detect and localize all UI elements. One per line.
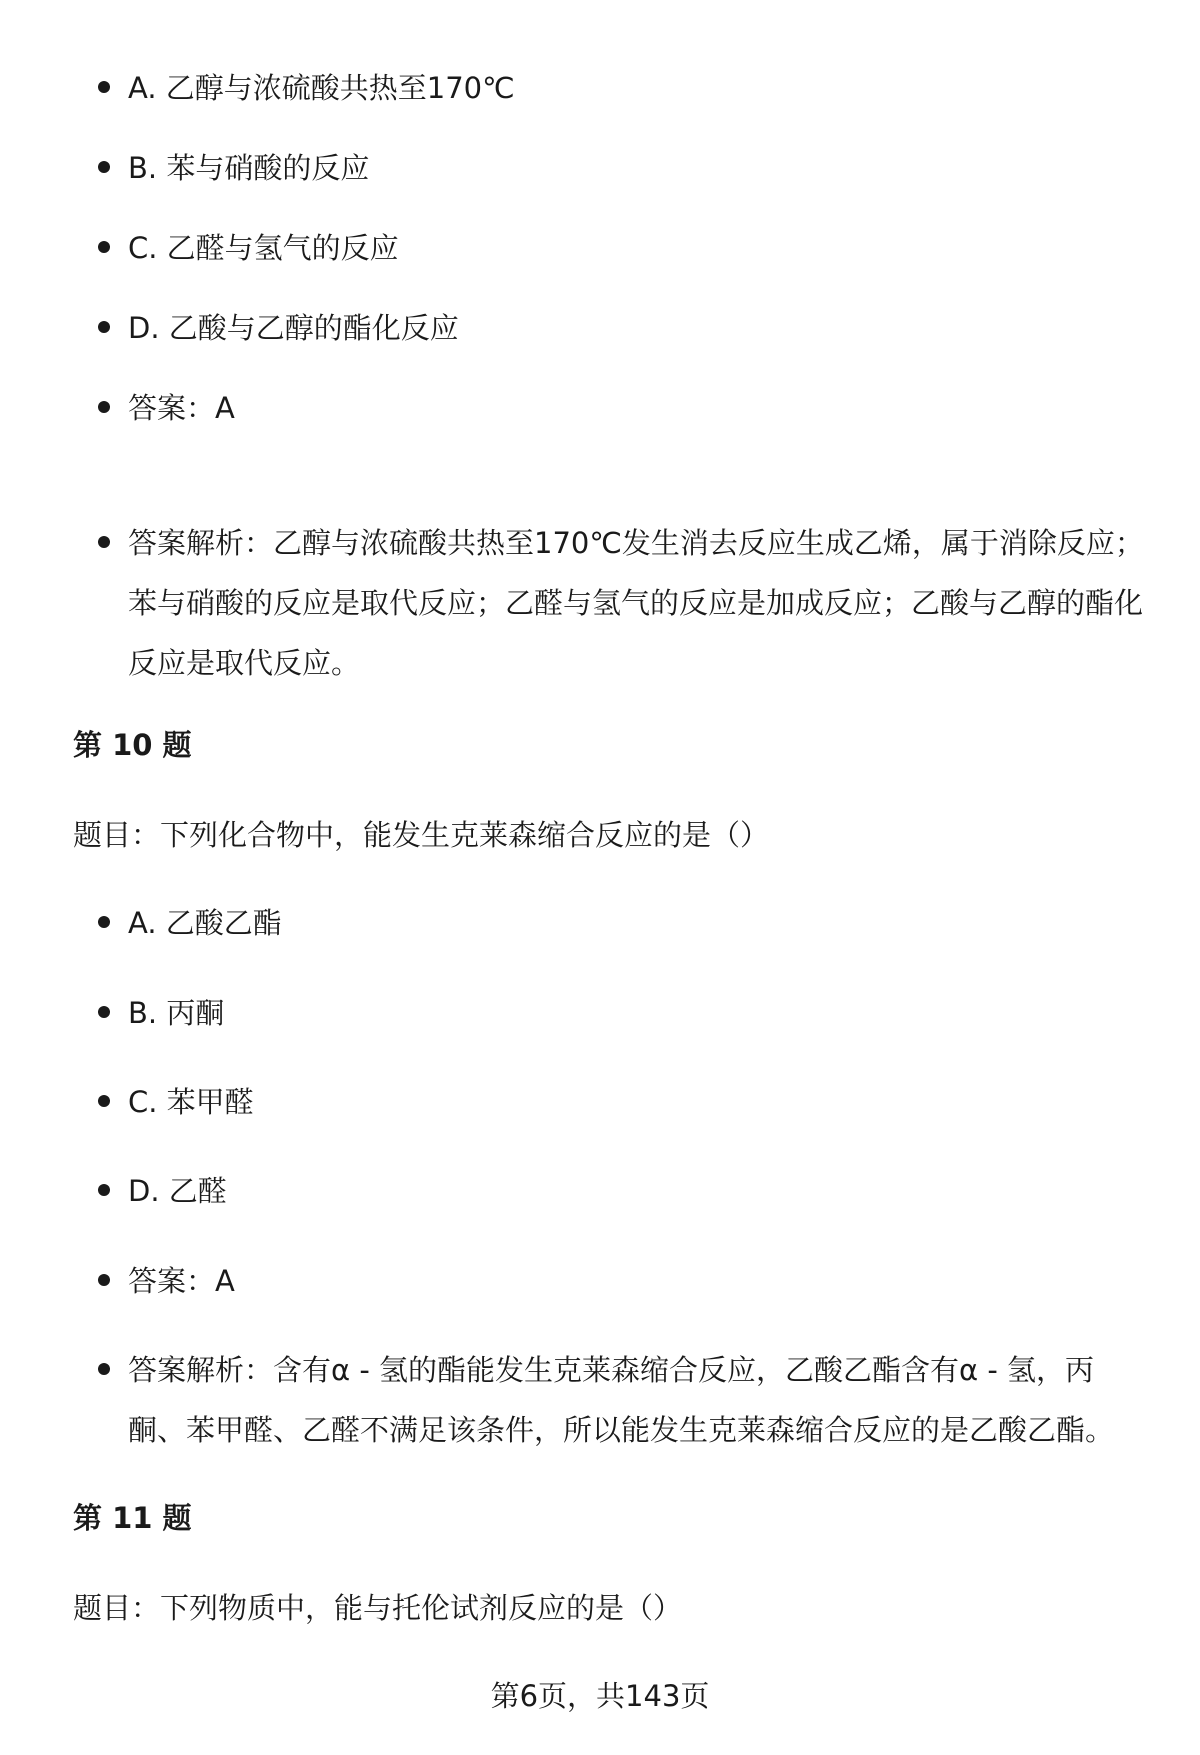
bullet-icon xyxy=(98,1363,110,1375)
q10-answer xyxy=(128,1251,1148,1311)
bullet-icon xyxy=(98,536,110,548)
q10-heading: 第 10 题 xyxy=(73,728,192,762)
q10-option-c xyxy=(128,1072,1148,1132)
explanation-text: 答案解析：含有α - 氢的酯能发生克莱森缩合反应，乙酸乙酯含有α - 氢，丙酮、苯甲醛、乙醛不满足该条件，所以能发生克莱森缩合反应的是乙酸乙酯。 xyxy=(128,1353,1115,1447)
q9-option-b xyxy=(128,138,1148,198)
bullet-icon xyxy=(98,241,110,253)
q10-explanation xyxy=(128,1340,1148,1460)
bullet-icon xyxy=(98,1006,110,1018)
explanation-text: 答案解析：乙醇与浓硫酸共热至170℃发生消去反应生成乙烯，属于消除反应；苯与硝酸的反应是取代反应；乙醛与氢气的反应是加成反应；乙酸与乙醇的酯化反应是取代反应。 xyxy=(128,526,1144,680)
option-text: D. 乙醛 xyxy=(128,1174,227,1208)
option-text: A. 乙酸乙酯 xyxy=(128,906,282,940)
q9-option-d xyxy=(128,298,1148,358)
bullet-icon xyxy=(98,161,110,173)
option-text: C. 乙醛与氢气的反应 xyxy=(128,231,399,265)
q9-answer xyxy=(128,378,1148,438)
q9-option-a xyxy=(128,58,1148,118)
option-text: B. 丙酮 xyxy=(128,996,225,1030)
q9-option-c xyxy=(128,218,1148,278)
q10-question: 题目：下列化合物中，能发生克莱森缩合反应的是（） xyxy=(73,818,770,852)
q10-option-b xyxy=(128,983,1148,1043)
answer-text: 答案：A xyxy=(128,1264,235,1298)
q11-heading: 第 11 题 xyxy=(73,1501,192,1535)
answer-text: 答案：A xyxy=(128,391,235,425)
q9-explanation xyxy=(128,513,1148,693)
q10-option-d xyxy=(128,1161,1148,1221)
option-text: B. 苯与硝酸的反应 xyxy=(128,151,370,185)
option-text: D. 乙酸与乙醇的酯化反应 xyxy=(128,311,459,345)
bullet-icon xyxy=(98,1274,110,1286)
option-text: C. 苯甲醛 xyxy=(128,1085,254,1119)
q10-option-a xyxy=(128,893,1148,953)
bullet-icon xyxy=(98,916,110,928)
bullet-icon xyxy=(98,321,110,333)
option-text: A. 乙醇与浓硫酸共热至170℃ xyxy=(128,71,515,105)
bullet-icon xyxy=(98,401,110,413)
page-number-footer: 第6页，共143页 xyxy=(490,1679,710,1713)
bullet-icon xyxy=(98,1095,110,1107)
bullet-icon xyxy=(98,1184,110,1196)
q11-question: 题目：下列物质中，能与托伦试剂反应的是（） xyxy=(73,1591,683,1625)
bullet-icon xyxy=(98,81,110,93)
